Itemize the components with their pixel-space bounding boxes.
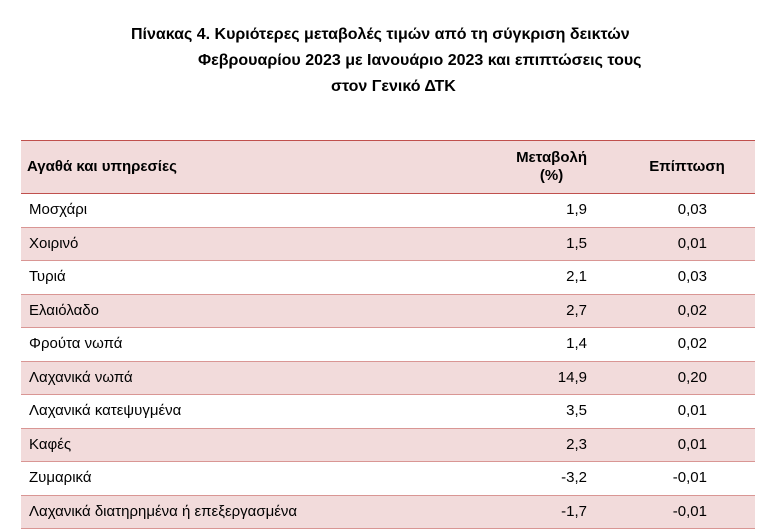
row-impact: 0,02 [601, 294, 755, 328]
row-impact: 0,01 [601, 395, 755, 429]
title-line-1: Πίνακας 4. Κυριότερες μεταβολές τιμών από τη σύγκριση δεικτών [131, 26, 630, 43]
table-row [21, 328, 755, 362]
table-body [21, 194, 755, 529]
row-change: 2,7 [441, 294, 601, 328]
table-row [21, 462, 755, 496]
header-impact: Επίπτωση [601, 141, 755, 194]
row-impact: 0,03 [601, 261, 755, 295]
row-change: 3,5 [441, 395, 601, 429]
header-change-line1: Μεταβολή [516, 149, 587, 166]
table-row [21, 428, 755, 462]
row-change: 2,3 [441, 428, 601, 462]
row-change: 1,4 [441, 328, 601, 362]
header-item: Αγαθά και υπηρεσίες [21, 141, 441, 194]
row-item: Φρούτα νωπά [21, 328, 441, 362]
table-row [21, 361, 755, 395]
table-row [21, 194, 755, 228]
row-item: Λαχανικά διατηρημένα ή επεξεργασμένα [21, 495, 441, 529]
row-item: Μοσχάρι [21, 194, 441, 228]
row-item: Λαχανικά κατεψυγμένα [21, 395, 441, 429]
row-impact: -0,01 [601, 495, 755, 529]
row-change: 1,9 [441, 194, 601, 228]
price-changes-table [21, 140, 755, 529]
row-impact: 0,20 [601, 361, 755, 395]
row-change: 14,9 [441, 361, 601, 395]
row-impact: -0,01 [601, 462, 755, 496]
title-line-2: Φεβρουαρίου 2023 με Ιανουάριο 2023 και επιπτώσεις τους [198, 52, 642, 69]
row-item: Λαχανικά νωπά [21, 361, 441, 395]
table-row [21, 395, 755, 429]
table-row [21, 261, 755, 295]
row-change: -1,7 [441, 495, 601, 529]
row-item: Ζυμαρικά [21, 462, 441, 496]
row-change: 1,5 [441, 227, 601, 261]
header-change [441, 141, 601, 194]
row-impact: 0,01 [601, 428, 755, 462]
row-impact: 0,03 [601, 194, 755, 228]
table-header [21, 141, 755, 194]
table-row [21, 495, 755, 529]
row-item: Τυριά [21, 261, 441, 295]
row-item: Χοιρινό [21, 227, 441, 261]
table-row [21, 294, 755, 328]
row-impact: 0,02 [601, 328, 755, 362]
row-item: Ελαιόλαδο [21, 294, 441, 328]
row-impact: 0,01 [601, 227, 755, 261]
row-change: 2,1 [441, 261, 601, 295]
header-change-line2: (%) [539, 167, 564, 184]
header-row [21, 141, 755, 194]
table-row [21, 227, 755, 261]
row-item: Καφές [21, 428, 441, 462]
row-change: -3,2 [441, 462, 601, 496]
title-line-3: στον Γενικό ΔΤΚ [331, 78, 456, 95]
